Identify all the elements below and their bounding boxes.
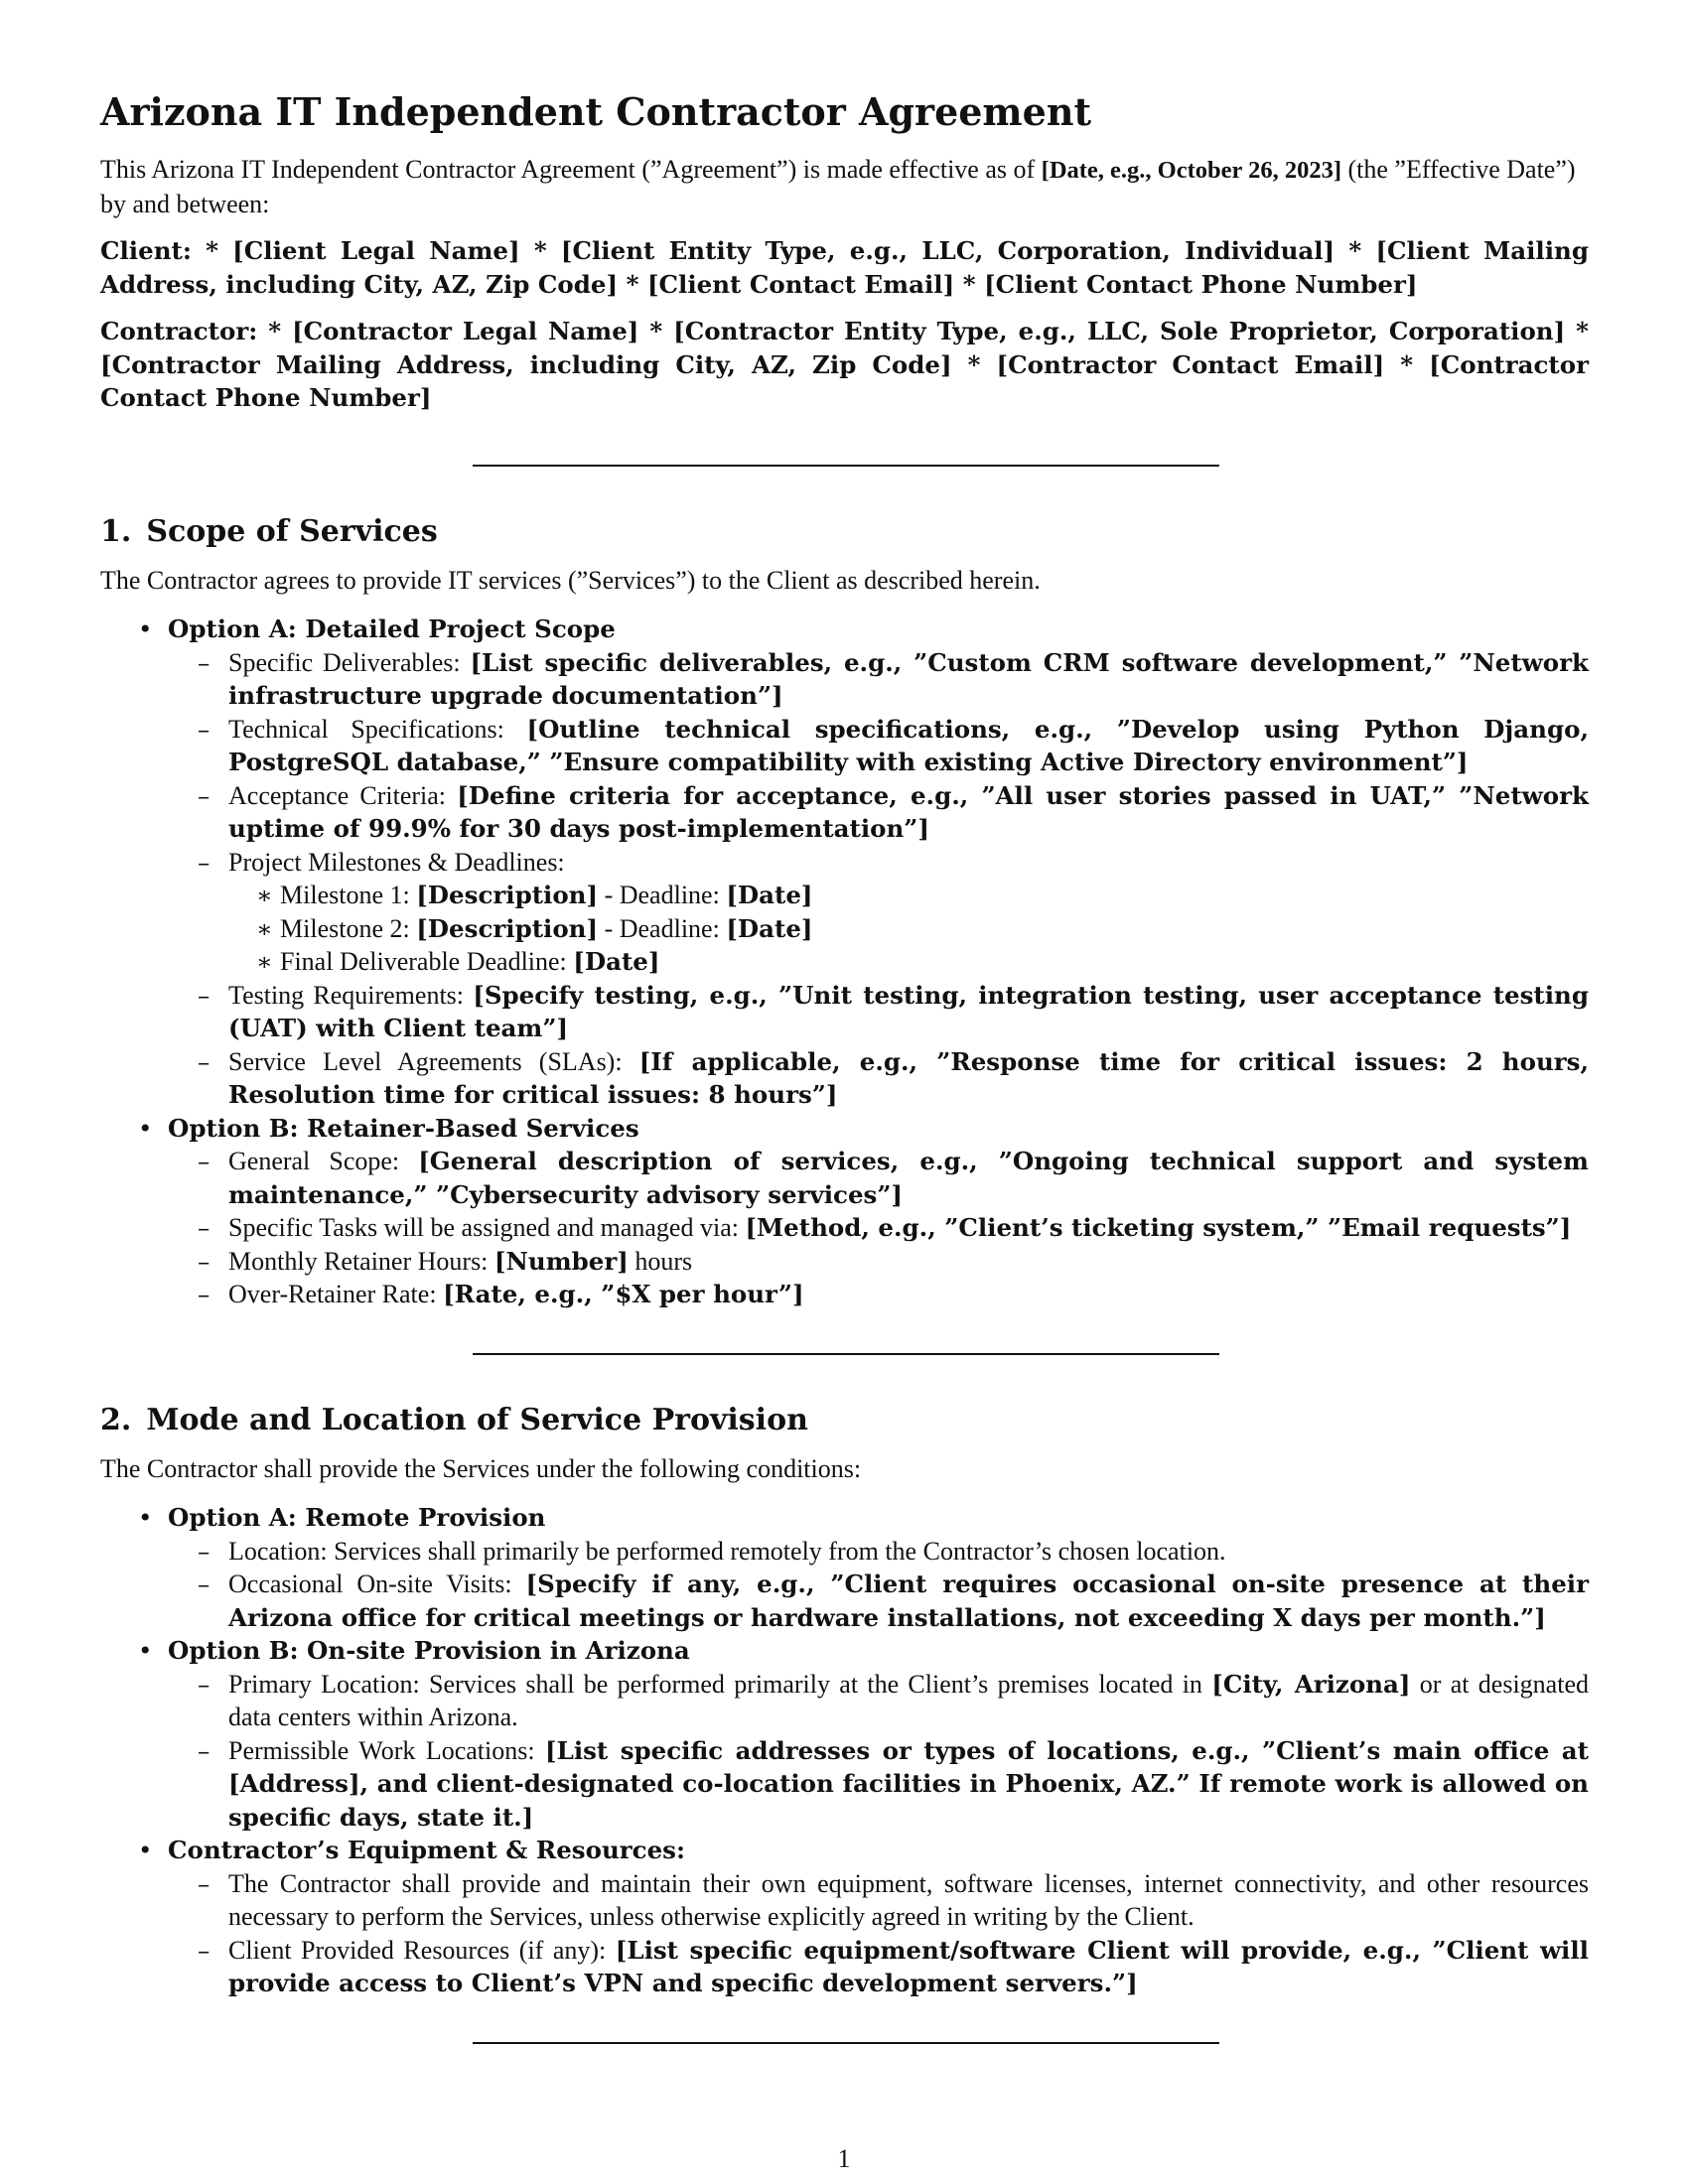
list-item — [168, 1734, 1589, 1835]
deliverables-label: Specific Deliverables: — [228, 647, 471, 677]
final-deadline-label: Final Deliverable Deadline: — [280, 947, 574, 976]
option-b-details — [168, 1145, 1589, 1311]
option-a-label: Option A: Detailed Project Scope — [168, 614, 616, 643]
intro-paragraph — [100, 153, 1589, 220]
primary-location-value: [City, Arizona] — [1211, 1669, 1411, 1699]
retainer-hours-suffix: hours — [628, 1246, 693, 1276]
onsite-option-item — [100, 1634, 1589, 1834]
list-item — [168, 646, 1589, 713]
milestone-2-deadline-label: - Deadline: — [598, 913, 727, 943]
own-equipment-text: The Contractor shall provide and maintain their own equipment, software licenses, internet connectivity, and other resources necessary to perform the Services, unless otherwise explicitly agreed in writing by the Client. — [228, 1868, 1589, 1931]
over-retainer-value: [Rate, e.g., ”$X per hour”] — [443, 1280, 804, 1308]
option-a-item — [100, 613, 1589, 1112]
onsite-visits-value: [Specify if any, e.g., ”Client requires occasional on-site presence at their Arizona office for critical meetings or hardware installations, not exceeding X days per month.”] — [228, 1570, 1589, 1632]
sla-label: Service Level Agreements (SLAs): — [228, 1046, 639, 1076]
section-2-options — [100, 1501, 1589, 2000]
milestone-2-date: [Date] — [726, 913, 813, 943]
effective-date-placeholder: [Date, e.g., October 26, 2023] — [1041, 157, 1341, 184]
client-resources-value: [List specific equipment/software Client will provide, e.g., ”Client will provide access to Client’s VPN and specific development servers.”] — [228, 1935, 1589, 1997]
tasks-label: Specific Tasks will be assigned and managed via: — [228, 1213, 746, 1242]
client-resources-label: Client Provided Resources (if any): — [228, 1935, 616, 1965]
sla-value: [If applicable, e.g., ”Response time for critical issues: 2 hours, Resolution time for critical issues: 8 hours”] — [228, 1046, 1590, 1109]
list-item — [168, 1045, 1589, 1112]
testing-label: Testing Requirements: — [228, 980, 474, 1010]
contractor-block: Contractor: * [Contractor Legal Name] * [Contractor Entity Type, e.g., LLC, Sole Proprietor, Corporation] * [Contractor Mailing Address, including City, AZ, Zip Code] * [Contractor Contact Email] * [Contractor Contact Phone Number] — [100, 317, 1589, 412]
milestone-1-deadline-label: - Deadline: — [598, 881, 727, 909]
milestone-1-description: [Description] — [416, 881, 599, 909]
tasks-value: [Method, e.g., ”Client’s ticketing system,” ”Email requests”] — [745, 1213, 1572, 1242]
intro-text-2: (the ”Effective Date”) by and between: — [100, 155, 1576, 218]
permissible-locations-label: Permissible Work Locations: — [228, 1735, 546, 1765]
list-item — [168, 1668, 1589, 1734]
over-retainer-label: Over-Retainer Rate: — [228, 1280, 444, 1308]
list-item — [168, 1568, 1589, 1634]
section-2-heading: 2. Mode and Location of Service Provision — [100, 1402, 808, 1437]
milestone-2-description: [Description] — [416, 913, 599, 943]
list-item — [168, 713, 1589, 779]
milestone-item — [228, 945, 1589, 979]
document-page — [100, 83, 1589, 2044]
tech-specs-value: [Outline technical specifications, e.g., ”Develop using Python Django, PostgreSQL database,” ”Ensure compatibility with existing Active Directory environment”] — [228, 714, 1589, 776]
section-1-heading: 1. Scope of Services — [100, 513, 438, 549]
onsite-option-details — [168, 1668, 1589, 1835]
remote-option-label: Option A: Remote Provision — [168, 1503, 546, 1532]
retainer-hours-value: [Number] — [493, 1246, 629, 1276]
milestone-1-date: [Date] — [726, 881, 813, 909]
milestone-item — [228, 879, 1589, 912]
option-b-item — [100, 1112, 1589, 1311]
equipment-label: Contractor’s Equipment & Resources: — [168, 1836, 686, 1864]
client-block: Client: * [Client Legal Name] * [Client Entity Type, e.g., LLC, Corporation, Individual] * [Client Mailing Address, including City, AZ, Zip Code] * [Client Contact Email] * [Client Contact Phone Number] — [100, 236, 1589, 299]
general-scope-value: [General description of services, e.g., ”Ongoing technical support and system maintenance,” ”Cybersecurity advisory services”] — [228, 1147, 1589, 1209]
list-item — [168, 1145, 1589, 1211]
list-item — [168, 1535, 1589, 1569]
page-number: 1 — [837, 2144, 851, 2173]
acceptance-value: [Define criteria for acceptance, e.g., ”All user stories passed in UAT,” ”Network uptime of 99.9% for 30 days post-implementation”] — [228, 780, 1589, 843]
milestone-2-label: Milestone 2: — [280, 913, 417, 943]
permissible-locations-value: [List specific addresses or types of locations, e.g., ”Client’s main office at [Address], and client-designated co-location facilities in Phoenix, AZ.” If remote work is allowed on specific days, state it.] — [228, 1735, 1589, 1832]
milestone-item — [228, 912, 1589, 946]
milestones-label: Project Milestones & Deadlines: — [228, 847, 565, 877]
list-item — [168, 1278, 1589, 1311]
onsite-visits-label: Occasional On-site Visits: — [228, 1570, 526, 1598]
option-b-label: Option B: Retainer-Based Services — [168, 1113, 639, 1143]
milestones-list — [228, 879, 1589, 979]
deliverables-value: [List specific deliverables, e.g., ”Custom CRM software development,” ”Network infrastructure upgrade documentation”] — [228, 647, 1589, 710]
section-1-options — [100, 613, 1589, 1311]
testing-value: [Specify testing, e.g., ”Unit testing, integration testing, user acceptance testing (UAT) with Client team”] — [228, 980, 1589, 1042]
primary-location-text-2: or at designated data centers within Arizona. — [228, 1669, 1589, 1731]
page-title: Arizona IT Independent Contractor Agreement — [100, 89, 1092, 134]
section-divider — [473, 1353, 1219, 1355]
onsite-option-label: Option B: On-site Provision in Arizona — [168, 1636, 690, 1665]
general-scope-label: General Scope: — [228, 1147, 419, 1175]
section-divider — [473, 2042, 1219, 2044]
section-2-intro: The Contractor shall provide the Services under the following conditions: — [100, 1453, 862, 1483]
remote-option-item — [100, 1501, 1589, 1634]
intro-text-1: This Arizona IT Independent Contractor Agreement (”Agreement”) is made effective as of — [100, 155, 1042, 184]
retainer-hours-label: Monthly Retainer Hours: — [228, 1246, 494, 1276]
primary-location-text: Primary Location: Services shall be performed primarily at the Client’s premises located in — [228, 1669, 1212, 1699]
final-deadline-date: [Date] — [573, 947, 660, 976]
equipment-details — [168, 1867, 1589, 2000]
list-item — [168, 1211, 1589, 1245]
section-divider — [473, 465, 1219, 467]
remote-option-details — [168, 1535, 1589, 1635]
milestone-1-label: Milestone 1: — [280, 881, 417, 909]
list-item — [168, 846, 1589, 979]
equipment-item — [100, 1834, 1589, 2000]
tech-specs-label: Technical Specifications: — [228, 714, 527, 744]
option-a-details — [168, 646, 1589, 1112]
list-item — [168, 1934, 1589, 2000]
list-item — [168, 979, 1589, 1045]
remote-location-text: Location: Services shall primarily be performed remotely from the Contractor’s chosen location. — [228, 1536, 1226, 1566]
list-item — [168, 779, 1589, 846]
section-1-intro: The Contractor agrees to provide IT services (”Services”) to the Client as described herein. — [100, 565, 1041, 595]
acceptance-label: Acceptance Criteria: — [228, 780, 458, 810]
list-item — [168, 1245, 1589, 1279]
list-item — [168, 1867, 1589, 1934]
